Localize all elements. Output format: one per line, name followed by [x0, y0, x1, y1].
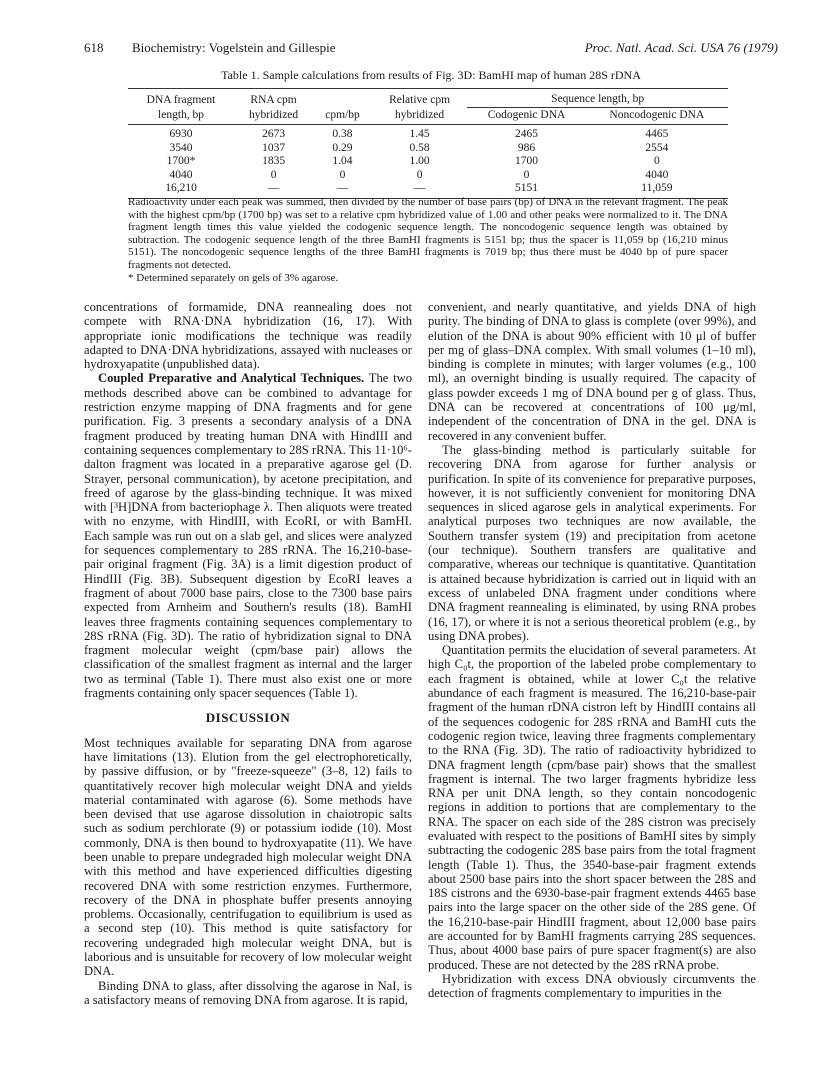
table-cell: 986 [517, 141, 536, 154]
table-cell: 0 [416, 168, 423, 181]
data-table [128, 88, 728, 199]
table-cell: 11,059 [586, 182, 728, 198]
table-cell: 2554 [645, 141, 669, 154]
discussion-heading: DISCUSSION [205, 710, 291, 726]
right-column [428, 300, 756, 1001]
table-cell: 1037 [262, 141, 286, 154]
table-cell: 0 [270, 168, 277, 181]
table-caption: Table 1. Sample calculations from results of Fig. 3D: BamHI map of human 28S rDNA [221, 68, 641, 82]
table-row [128, 155, 728, 169]
table-cell: 16,210 [128, 182, 234, 198]
journal-citation: Proc. Natl. Acad. Sci. USA 76 (1979) [584, 40, 778, 55]
page-header [84, 40, 778, 58]
table-cell: — [313, 182, 372, 198]
table-cell: 3540 [169, 141, 193, 154]
table-cell: 5151 [467, 182, 585, 198]
paragraph: Binding DNA to glass, after dissolving the agarose in NaI, is a satisfactory means of removing DNA from agarose. It is rapid, [84, 978, 412, 1007]
col-header-relative-cpm-sub: hybridized [372, 108, 467, 125]
table-cell: 0.38 [332, 128, 353, 140]
col-header-fragment-length: DNA fragment [128, 89, 234, 108]
col-header-relative-cpm: Relative cpm [372, 89, 467, 108]
page-number: 618 [84, 40, 104, 55]
table-row [128, 142, 728, 156]
table-cell: 4040 [169, 168, 193, 181]
col-header-fragment-length-unit: length, bp [128, 108, 234, 125]
table-cell: 1.00 [409, 155, 430, 167]
table-cell: 2673 [262, 128, 286, 140]
paragraph: Hybridization with excess DNA obviously circumvents the detection of fragments complementary to impurities in the [428, 971, 756, 1001]
table-footnote: * Determined separately on gels of 3% agarose. [128, 272, 339, 284]
running-head: Biochemistry: Vogelstein and Gillespie [132, 40, 336, 55]
col-header-cpm-bp: cpm/bp [313, 108, 372, 125]
paragraph: Quantitation permits the elucidation of several parameters. At high C₀t, the proportion of the labeled probe complementary to each fragment is obtained, while at lower C₀t the relative abundance of each fragment is measured. The 16,210-base-pair fragment of the human rDNA cistron left by HindIII contains all of the sequences codogenic for 28S rRNA and BamHI cuts the codogenic region twice, leaving three fragments complementary to the RNA (Fig. 3D). The ratio of radioactivity hybridized to DNA fragment length (cpm/base pair) shows that the smallest fragment is internal. The two larger fragments hybridize less RNA per unit DNA length, so they contain noncodogenic regions in addition to portions that are complementary to the RNA. The spacer on each side of the 28S cistron was precisely evaluated with respect to the positions of BamHI sites by simply subtracting the codogenic 28S base pairs from the total fragment length (Table 1). Thus, the 3540-base-pair fragment extends about 2500 base pairs into the short spacer between the 28S and 18S cistrons and the 6930-base-pair fragment extends 4465 base pairs into the large spacer on the other side of the 28S gene. Of the 16,210-base-pair HindIII fragment, about 12,000 base pairs are accounted for by BamHI fragments carrying 28S sequences. Thus, about 4000 base pairs of pure spacer fragment(s) are also produced. These are not detected by the 28S rRNA probe. [428, 643, 756, 972]
left-column [84, 300, 412, 1007]
section-subheading: Coupled Preparative and Analytical Techniques. [98, 371, 365, 386]
paragraph: concentrations of formamide, DNA reannealing does not compete with RNA·DNA hybridization (16, 17). With appropriate ionic modifications the technique was readily adapted to DNA·DNA hybridizations, assayed with nucleases or hydroxyapatite (unpublished data). [84, 300, 412, 372]
paragraph: Most techniques available for separating DNA from agarose have limitations (13). Elution from the gel electrophoretically, by passive diffusion, or by "freeze-squeeze" (3–8, 12) fails to quantitatively recover high molecular weight DNA and yields material contaminated with agarose (6). Some methods have been devised that use agarose dissolution in chaiotropic salts such as sodium perchlorate (9) or potassium iodide (10). Most commonly, DNA is then bound to hydroxyapatite (11). We have been unable to prepare undegraded high molecular weight DNA with this method and have experienced difficulties digesting recovered DNA with some restriction enzymes. Furthermore, recovery of the DNA in phosphate buffer presents annoying problems. Occasionally, centrifugation to equilibrium is used as a second step (10). This method is quite satisfactory for recovering undegraded high molecular weight DNA, but is laborious and is unsuitable for recovery of low molecular weight DNA. [84, 735, 412, 979]
table-cell: 1700 [515, 155, 538, 167]
table-cell: 4465 [645, 128, 669, 140]
table-cell: 0 [339, 168, 346, 181]
col-header-noncodogenic: Noncodogenic DNA [586, 108, 728, 125]
table-cell: 0 [523, 168, 530, 181]
paragraph [84, 371, 412, 700]
table-cell: 2465 [515, 128, 538, 140]
table-cell: — [372, 182, 467, 198]
col-header-codogenic: Codogenic DNA [467, 108, 585, 125]
paragraph: The glass-binding method is particularly suitable for recovering DNA from agarose for further analysis or purification. In spite of its convenience for preparative purposes, however, it is not sufficiently convenient for monitoring DNA sequences in sliced agarose gels in analytical experiments. For analytical purposes two techniques are now available, the Southern transfer system (19) and precipitation from acetone (our technique). Southern transfers are qualitative and comparative, whereas our technique is quantitative. Quantitation is attained because hybridization is carried out in liquid with an excess of unlabeled DNA fragment under conditions where DNA fragment reannealing is eliminated, by using RNA probes (16, 17), or where it is not a serious theoretical problem (e.g., by using DNA probes). [428, 442, 756, 643]
table-cell: 1.04 [332, 155, 353, 167]
table-cell: 1700* [166, 155, 196, 167]
table-row [128, 125, 728, 142]
table-cell: 0.29 [332, 141, 353, 154]
table-cell: — [234, 182, 313, 198]
table-cell: 6930 [169, 128, 193, 140]
col-header-rna-cpm-sub: hybridized [234, 108, 313, 125]
paragraph: convenient, and nearly quantitative, and yields DNA of high purity. The binding of DNA to glass is complete (over 99%), and elution of the DNA is about 90% efficient with 10 μl of buffer per mg of glass–DNA complex. With small volumes (1–10 ml), binding is complete in minutes; with larger volumes (e.g., 100 ml), an overnight binding is usually required. The capacity of glass powder exceeds 1 mg of DNA bound per g of glass. Thus, DNA can be recovered at concentrations of 100 μg/ml, independent of the concentration of DNA in the gel. DNA is recovered in any convenient buffer. [428, 300, 756, 443]
col-header-rna-cpm: RNA cpm [234, 89, 313, 108]
table-cell: 1.45 [409, 128, 430, 140]
paragraph-text: The two methods described above can be combined to advantage for restriction enzyme mapping of DNA fragments and for gene purification. Fig. 3 presents a secondary analysis of a DNA fragment produced by treating human DNA with HindIII and containing sequences complementary to 28S rRNA. This 11·10⁶-dalton fragment was located in a preparative agarose gel (D. Strayer, personal communication), by acetone precipitation, and freed of agarose by the glass-binding technique. It was mixed with [³H]DNA from bacteriophage λ. Then aliquots were treated with no enzyme, with HindIII, with EcoRI, or with BamHI. Each sample was run out on a slab gel, and slices were analyzed for sequences complementary to 28S rRNA. The 16,210-base-pair original fragment (Fig. 3A) is a limit digestion product of HindIII (Fig. 3B). Subsequent digestion by EcoRI leaves a fragment of about 7000 base pairs, close to the 7300 base pairs expected from Arnheim and Southern's results (18). BamHI leaves three fragments containing sequences complementary to 28S rRNA (Fig. 3D). The ratio of hybridization signal to DNA fragment molecular weight (cpm/base pair) allows the classification of the smallest fragment as internal and the larger two as terminal (Table 1). There must also exist one or more fragments containing only spacer sequences (Table 1). [84, 371, 412, 701]
col-header-sequence-length: Sequence length, bp [467, 89, 728, 108]
table-cell: 0.58 [409, 141, 430, 154]
table-cell: 4040 [645, 168, 669, 181]
table-note: Radioactivity under each peak was summed, then divided by the number of base pairs (bp) of DNA in the relevant fragment. The peak with the highest cpm/bp (1700 bp) was set to a relative cpm hybridized value of 1.00 and other peaks were normalized to it. The DNA fragment length times this value yielded the codogenic sequence length. The noncodogenic sequence length was obtained by subtraction. The codogenic sequence length of the three BamHI fragments is 5151 bp; thus the spacer is 11,059 bp (16,210 minus 5151). The noncodogenic sequence lengths of the three BamHI fragments is 7019 bp; thus there must be 4040 bp of pure spacer fragments not detected. [128, 196, 728, 271]
table-row [128, 169, 728, 183]
table-cell: 1835 [262, 155, 286, 167]
table-cell: 0 [653, 155, 660, 167]
